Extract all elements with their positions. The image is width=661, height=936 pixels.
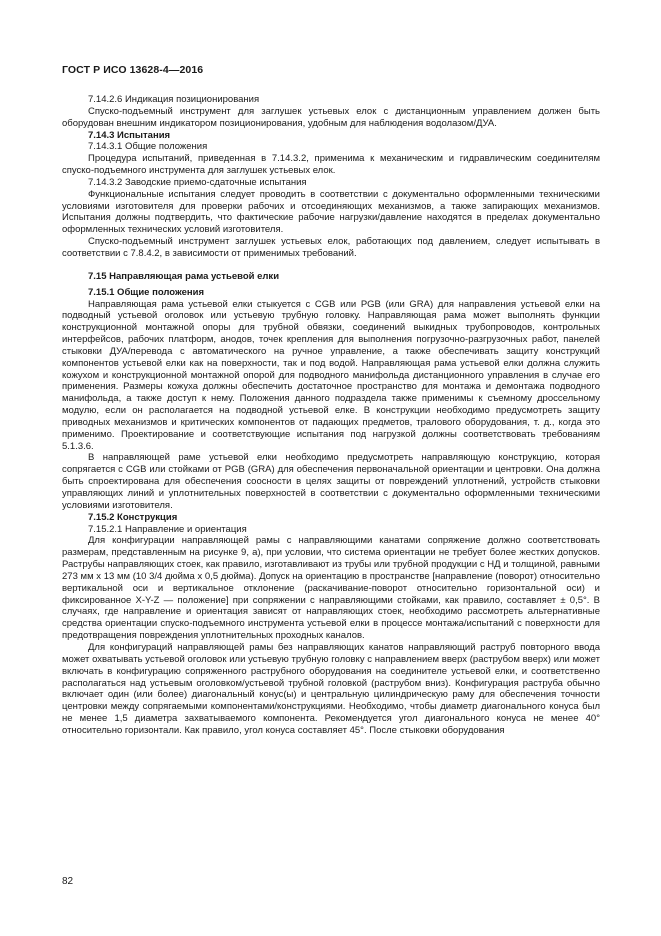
paragraph: Функциональные испытания следует проводить в соответствии с документально оформленными техническими условиями изготовителя для проверки рабочих и отсоединяющих механизмов, а также запирающих механизмов. Испытания должны подтвердить, что фактические рабочие нагрузки/давление находятся в пределах документально оформленных технических условий изготовителя. [62, 188, 600, 236]
section-heading-7-14-2-6: 7.14.2.6 Индикация позиционирования [88, 94, 260, 105]
document-header: ГОСТ Р ИСО 13628-4—2016 [62, 64, 204, 76]
section-heading-7-14-3-2: 7.14.3.2 Заводские приемо-сдаточные испытания [88, 176, 307, 188]
paragraph: Спуско-подъемный инструмент заглушек устьевых елок, работающих под давлением, следует испытывать в соответствии с 7.8.4.2, в зависимости от применимых требований. [62, 236, 600, 259]
section-heading-7-15-1: 7.15.1 Общие положения [88, 286, 204, 298]
section-heading-7-14-3-1: 7.14.3.1 Общие положения [88, 141, 208, 153]
paragraph: Для конфигурации направляющей рамы с направляющими канатами сопряжение должно соответствовать размерам, представленным на рисунке 9, а), при условии, что система ориентации не требует более жестких допусков. Раструбы направляющих стоек, как правило, изготавливают из трубы или трубной продукции с НД и толщиной, равными 273 мм х 13 мм (10 3/4 дюйма х 0,5 дюйма). Допуск на ориентацию в пространстве [направление (поворот) относительно вертикальной оси и вертикальное отклонение (раскачивание-поворот относительно горизонтальной оси) и фиксированное X-Y-Z — положение] при сопряжении с направляющими стойками, как правило, составляет ± 0,5°. В случаях, где направление и ориентация зависят от направляющих стоек, необходимо рассмотреть альтернативные средства ориентации спуско-подъемного инструмента устьевой елки в процессе монтажа/испытаний с поверхности для предотвращения повреждения уплотнительных проходных каналов. [62, 535, 600, 642]
paragraph: Спуско-подъемный инструмент для заглушек устьевых елок с дистанционным управлением должен быть оборудован внешним индикатором позиционирования, удобным для наблюдения водолазом/ДУА. [62, 105, 600, 129]
section-heading-7-15-2: 7.15.2 Конструкция [88, 511, 178, 523]
paragraph: Для конфигураций направляющей рамы без направляющих канатов направляющий раструб повторного ввода может охватывать устьевой оголовок или устьевую трубную головку с направлением вверх (раструбом вверх) или может включать в конфигурацию сопряженного раструбного оборудования на соединителе устьевой елки, и соответственно располагаться над устьевым оголовком/устьевой трубной головкой (раструбом вниз). Конфигурация раструба обычно включает один (или более) диагональный конус(ы) и центральную цилиндрическую раму для обеспечения точности центровки между сопрягаемыми компонентами/конструкциями. Необходимо, чтобы диаметр диагонального конуса был не менее 1,5 диаметра захватываемого компонента. Рекомендуется угол диагонального конуса не менее 40° относительно горизонтали. Как правило, угол конуса составляет 45°. После стыковки оборудования [62, 641, 600, 736]
paragraph: Направляющая рама устьевой елки стыкуется с CGB или PGB (или GRA) для направления устьевой елки на подводный устьевой оголовок или устьевую трубную головку. Направляющая рама может выполнять функции конструкционной монтажной опоры для трубной обвязки, соединений выкидных трубопроводов, контрольных интерфейсов, рабочих платформ, анодов, точек крепления для выполнения погрузочно-разгрузочных работ, панелей стыковки ДУА/перевода с автоматического на ручное управление, а также обеспечивать защиту конструкций компонентов устьевой елки как на поверхности, так и под водой. Направляющая рама устьевой елки должна служить кожухом и конструкционной монтажной опорой для подводного манифольда дистанционного управления в случае его применения. Размеры кожуха должны обеспечить достаточное пространство для монтажа и демонтажа подводного манифольда, а также доступ к нему. Положения данного подраздела также применимы к съемному дроссельному модулю, если он располагается на подводной устьевой елке. В конструкции необходимо предусмотреть защиту приводных механизмов и критических компонентов от падающих предметов, тралового оборудования, т. д., когда это применимо. Проектирование и соответствующие испытания под нагрузкой должны соответствовать требованиям 5.1.3.6. [62, 298, 600, 452]
section-heading-7-15-2-1: 7.15.2.1 Направление и ориентация [88, 523, 247, 535]
paragraph: В направляющей раме устьевой елки необходимо предусмотреть направляющую конструкцию, которая сопрягается с CGB или стойками от PGB (GRA) для обеспечения первоначальной ориентации и центровки. Она должна быть спроектирована для обеспечения соосности в целях защиты от повреждений уплотнений, устройств стыковки управляющих линий и уплотнительных поверхностей в соответствии с документально оформленными техническими условиями изготовителя. [62, 452, 600, 511]
paragraph: Процедура испытаний, приведенная в 7.14.3.2, применима к механическим и гидравлическим соединителям спуско-подъемного инструмента для заглушек устьевых елок. [62, 153, 600, 177]
document-body [62, 94, 600, 737]
section-heading-7-14-3: 7.14.3 Испытания [88, 129, 171, 141]
section-heading-7-15: 7.15 Направляющая рама устьевой елки [88, 270, 280, 282]
page-number: 82 [62, 876, 74, 887]
